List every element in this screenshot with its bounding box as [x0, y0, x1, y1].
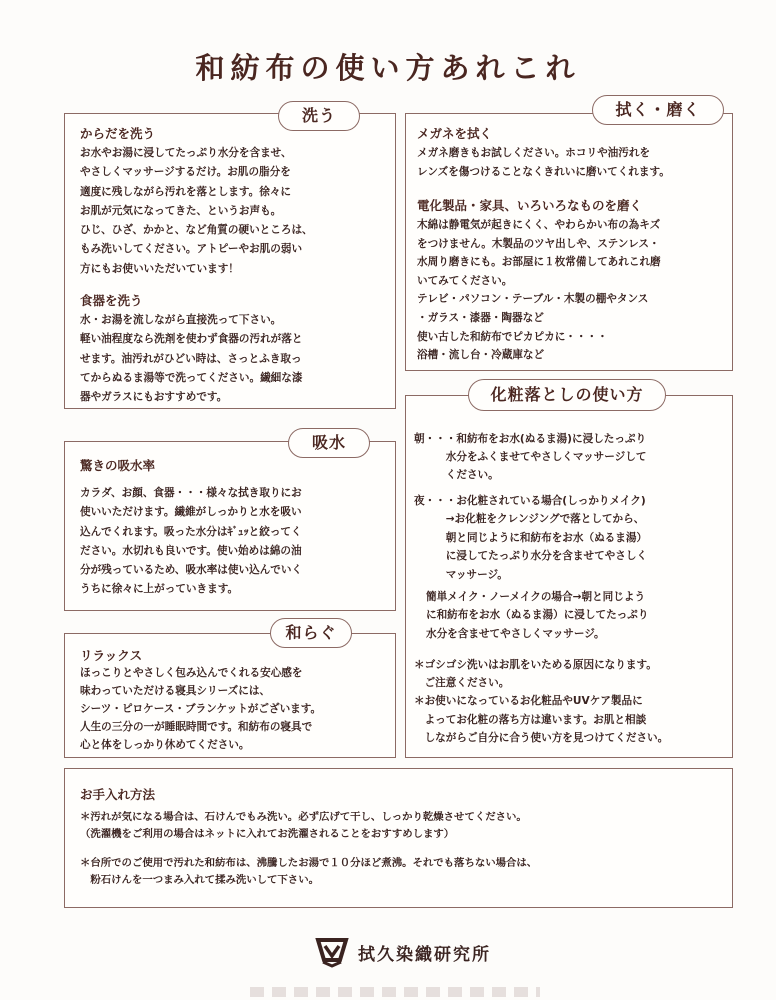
- glasses-text: メガネ磨きもお試しください。ホコリや油汚れを レンズを傷つけることなくきれいに磨いてくれます。: [417, 147, 670, 179]
- relax-heading: リラックス: [80, 648, 143, 663]
- care-heading: お手入れ方法: [80, 787, 156, 802]
- brand-logo: [314, 934, 491, 970]
- brand-name: 拭久染織研究所: [358, 945, 491, 965]
- absorb-text: カラダ、お顔、食器・・・様々な拭き取りにお 使いいただけます。繊維がしっかりと水を吸い 込んでくれます。吸った水分はｷﾞｭｯと絞ってく ださい。水切れも良いです。使い始めは綿の油 分が残っているため、吸水率は使い込んでいく うちに徐々に上がっていきます。: [80, 487, 303, 596]
- brand-crest-icon: [314, 934, 350, 968]
- dish-wash-text: 水・お湯を流しながら直接洗って下さい。 軽い油程度なら洗剤を使わず食器の汚れが落と せます。油汚れがひどい時は、さっとふき取っ てからぬるま湯等で洗ってください。繊細な漆 器やガラスにもおすすめです。: [80, 314, 303, 404]
- page-title: 和紡布の使い方あれこれ: [195, 51, 581, 85]
- wipe-section: [405, 113, 733, 371]
- wash-section: [64, 113, 396, 409]
- appliance-text: 木綿は静電気が起きにくく、やわらかい布の為キズ をつけません。木製品のツヤ出しや、ステンレス・ 水周り磨きにも。お部屋に１枚常備してあれこれ磨 いてみてください。 テレビ・パソコン・テーブル・木製の棚やタンス ・ガラス・漆器・陶器など 使い古した和紡布でピカピカに・・・・ 浴槽・流し台・冷蔵庫など: [417, 219, 661, 362]
- body-wash-heading: からだを洗う: [80, 126, 156, 141]
- glasses-heading: メガネを拭く: [417, 126, 493, 141]
- makeup-removal-section: [405, 395, 733, 758]
- relax-section: [64, 633, 396, 758]
- relax-text: ほっこりとやさしく包み込んでくれる安心感を 味わっていただける寝具シリーズには、 シーツ・ピロケース・ブランケットがございます。 人生の三分の一が睡眠時間です。和紡布の寝具で 心と体をしっかり休めてください。: [80, 667, 322, 751]
- makeup-tag: 化粧落としの使い方: [468, 379, 666, 411]
- dish-wash-heading: 食器を洗う: [80, 293, 143, 308]
- absorb-section: [64, 441, 396, 611]
- care-line-1: ＊汚れが気になる場合は、石けんでもみ洗い。必ず広げて干し、しっかり乾燥させてください。 （洗濯機をご利用の場合はネットに入れてお洗濯されることをおすすめします）: [80, 811, 527, 840]
- wipe-tag: 拭く・磨く: [592, 95, 724, 125]
- night-instructions: 夜・・・お化粧されている場合(しっかりメイク) →お化粧をクレンジングで落としてから、 朝と同じように和紡布をお水（ぬるま湯） に浸してたっぷり水分を含ませてやさしく マッサージ。: [414, 495, 648, 581]
- absorb-tag: 吸水: [288, 428, 370, 458]
- wash-tag: 洗う: [278, 101, 360, 131]
- care-section: [64, 768, 733, 908]
- relax-tag: 和らぐ: [270, 618, 352, 648]
- morning-instructions: 朝・・・和紡布をお水(ぬるま湯)に浸したっぷり 水分をふくませてやさしくマッサージして ください。: [414, 433, 647, 481]
- footer-faint-text: [250, 987, 540, 997]
- body-wash-text: お水やお湯に浸してたっぷり水分を含ませ、 やさしくマッサージするだけ。お肌の脂分を 適度に残しながら汚れを落とします。徐々に お肌が元気になってきた、というお声も。 ひじ、ひざ、かかと、など角質の硬いところは、 もみ洗いしてください。アトピーやお肌の弱い 方にもお使いいただいています！: [80, 147, 313, 275]
- appliance-heading: 電化製品・家具、いろいろなものを磨く: [417, 198, 643, 213]
- absorb-heading: 驚きの吸水率: [80, 458, 156, 473]
- light-makeup-instructions: 簡単メイク・ノーメイクの場合→朝と同じよう に和紡布をお水（ぬるま湯）に浸してたっぷり 水分を含ませてやさしくマッサージ。: [426, 591, 649, 640]
- care-line-2: ＊台所でのご使用で汚れた和紡布は、沸騰したお湯で１０分ほど煮沸。それでも落ちない場合は、 粉石けんを一つまみ入れて揉み洗いして下さい。: [80, 857, 538, 886]
- makeup-notes: ＊ゴシゴシ洗いはお肌をいためる原因になります。 ご注意ください。 ＊お使いになっているお化粧品やUVケア製品に よってお化粧の落ち方は違います。お肌と相談 しながらご自分に合う使い方を見つけてください。: [414, 659, 669, 744]
